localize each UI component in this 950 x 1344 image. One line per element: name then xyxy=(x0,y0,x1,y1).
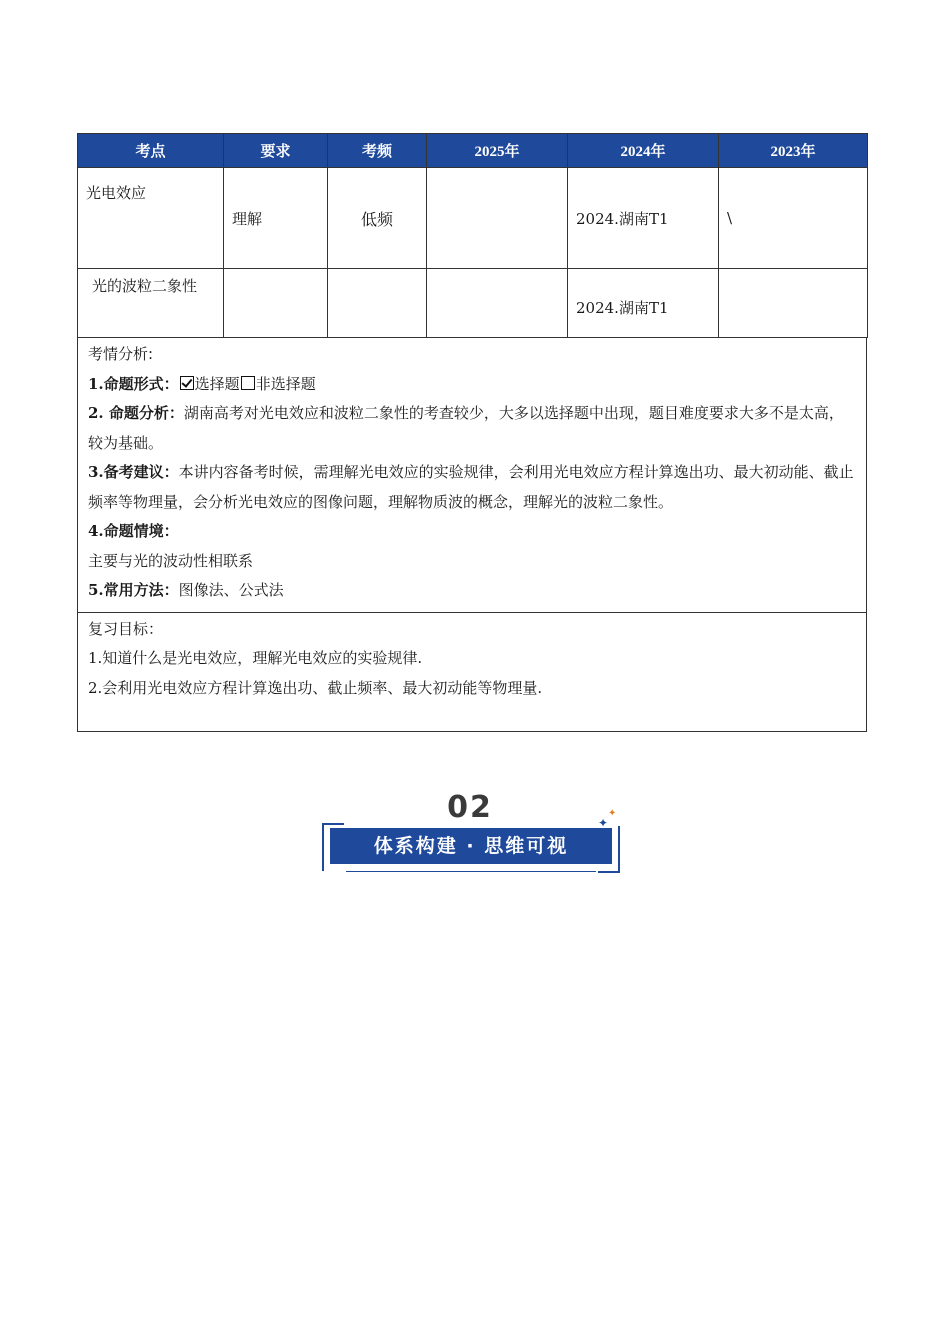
point-label: 5.常用方法： xyxy=(88,581,179,599)
table-cell xyxy=(224,269,328,338)
checked-box-icon xyxy=(180,376,194,390)
table-row xyxy=(78,269,868,338)
point-text: 图像法、公式法 xyxy=(178,581,284,599)
table-cell: 光的波粒二象性 xyxy=(78,269,224,338)
analysis-point xyxy=(88,517,856,547)
table-cell xyxy=(427,269,568,338)
unchecked-box-icon xyxy=(241,376,255,390)
table-header-row xyxy=(78,134,868,168)
goal-item: 2.会利用光电效应方程计算逸出功、截止频率、最大初动能等物理量. xyxy=(88,678,543,697)
sparkle-icon: ✦ xyxy=(608,808,617,819)
table-cell xyxy=(328,269,427,338)
section-number: 02 xyxy=(447,790,493,825)
header-cell: 考频 xyxy=(328,134,427,168)
point-label: 2. 命题分析： xyxy=(88,404,184,422)
table-cell: \ xyxy=(719,168,868,269)
point-text: 湖南高考对光电效应和波粒二象性的考查较少，大多以选择题中出现，题目难度要求大多不是太高，较为基础。 xyxy=(88,404,844,452)
table-cell xyxy=(719,269,868,338)
point-label: 3.备考建议： xyxy=(88,463,179,481)
table-cell: 低频 xyxy=(328,168,427,269)
analysis-point xyxy=(88,399,856,458)
table-cell: 光电效应 xyxy=(78,168,224,269)
goals-heading: 复习目标： xyxy=(88,619,164,638)
analysis-section xyxy=(77,338,867,613)
table-cell: 理解 xyxy=(224,168,328,269)
sparkle-icon: ✦ xyxy=(598,816,609,830)
analysis-form xyxy=(88,370,856,400)
goals-section xyxy=(77,613,867,732)
table-row xyxy=(78,168,868,269)
header-cell: 2024年 xyxy=(568,134,719,168)
header-cell: 2025年 xyxy=(427,134,568,168)
point-text: 本讲内容备考时候，需理解光电效应的实验规律，会利用光电效应方程计算逸出功、最大初动能、截止频率等物理量，会分析光电效应的图像问题，理解物质波的概念，理解光的波粒二象性。 xyxy=(88,463,854,511)
form-option-nonchoice: 非选择题 xyxy=(255,374,316,393)
analysis-point xyxy=(88,576,856,606)
goal-item: 1.知道什么是光电效应，理解光电效应的实验规律. xyxy=(88,649,423,667)
exam-overview xyxy=(77,133,867,732)
point-label: 4.命题情境： xyxy=(88,522,179,540)
table-cell xyxy=(427,168,568,269)
header-cell: 2023年 xyxy=(719,134,868,168)
analysis-point xyxy=(88,458,856,517)
header-cell: 要求 xyxy=(224,134,328,168)
banner-frame-bottom xyxy=(346,871,596,872)
exam-table xyxy=(77,133,868,338)
header-cell: 考点 xyxy=(78,134,224,168)
table-cell: 2024.湖南T1 xyxy=(568,269,719,338)
form-label: 1.命题形式： xyxy=(88,374,179,393)
analysis-heading: 考情分析: xyxy=(88,345,154,363)
section-title: 体系构建 · 思维可视 xyxy=(330,828,612,864)
section-banner xyxy=(322,790,622,875)
analysis-point: 主要与光的波动性相联系 xyxy=(88,551,254,570)
form-option-choice: 选择题 xyxy=(194,374,240,393)
table-cell: 2024.湖南T1 xyxy=(568,168,719,269)
